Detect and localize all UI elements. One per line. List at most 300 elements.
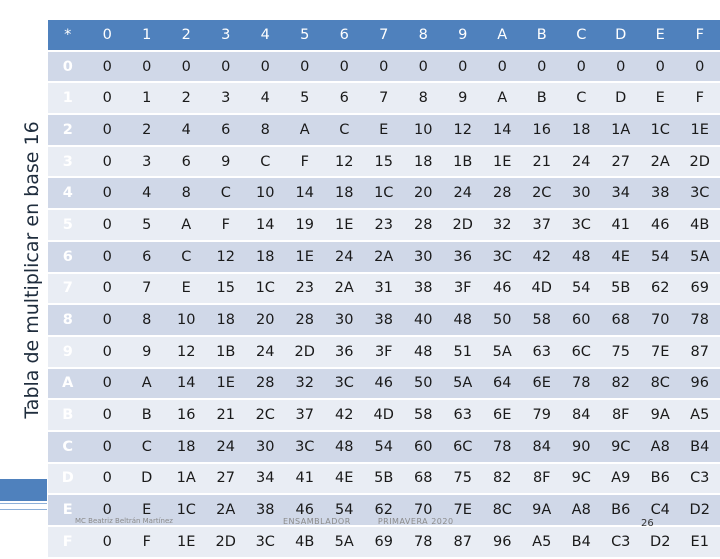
table-row [48, 464, 720, 494]
table-cell: 18 [325, 178, 365, 208]
table-cell: 1A [167, 464, 207, 494]
table-cell: 36 [325, 337, 365, 367]
table-cell: C [246, 147, 286, 177]
table-cell: 18 [206, 305, 246, 335]
table-cell: 8F [601, 400, 641, 430]
table-cell: 8C [641, 369, 681, 399]
table-cell: C3 [680, 464, 720, 494]
table-cell: 37 [522, 210, 562, 240]
table-cell: 32 [483, 210, 523, 240]
table-cell: A5 [680, 400, 720, 430]
table-cell: 2A [206, 495, 246, 525]
column-header: 6 [325, 20, 365, 50]
table-cell: 9 [127, 337, 167, 367]
table-cell: 37 [285, 400, 325, 430]
table-cell: D [127, 464, 167, 494]
table-cell: 63 [443, 400, 483, 430]
column-header: 1 [127, 20, 167, 50]
table-cell: A [483, 83, 523, 113]
table-cell: 1C [167, 495, 207, 525]
table-cell: 28 [483, 178, 523, 208]
table-cell: 62 [641, 274, 681, 304]
table-cell: 31 [364, 274, 404, 304]
table-cell: 3C [325, 369, 365, 399]
column-header: 7 [364, 20, 404, 50]
table-cell: 7 [127, 274, 167, 304]
table-cell: 28 [404, 210, 444, 240]
table-cell: 2D [206, 527, 246, 557]
table-cell: 0 [88, 115, 128, 145]
table-cell: E1 [680, 527, 720, 557]
row-header: 5 [48, 210, 88, 240]
table-cell: B4 [680, 432, 720, 462]
table-cell: 34 [246, 464, 286, 494]
table-cell: 0 [562, 52, 602, 82]
footer-author: MC Beatriz Beltrán Martínez [75, 517, 173, 525]
table-cell: 0 [404, 52, 444, 82]
table-cell: A8 [562, 495, 602, 525]
table-cell: 9C [601, 432, 641, 462]
table-cell: A [285, 115, 325, 145]
table-cell: 62 [364, 495, 404, 525]
table-cell: 18 [246, 242, 286, 272]
table-cell: 5 [127, 210, 167, 240]
table-cell: E [641, 83, 681, 113]
column-header: D [601, 20, 641, 50]
table-cell: 3 [127, 147, 167, 177]
table-cell: 0 [88, 305, 128, 335]
table-cell: 50 [404, 369, 444, 399]
table-cell: 4D [522, 274, 562, 304]
table-cell: 2D [285, 337, 325, 367]
column-header: 0 [88, 20, 128, 50]
table-cell: 78 [680, 305, 720, 335]
table-row [48, 147, 720, 177]
column-header: 9 [443, 20, 483, 50]
table-cell: 54 [641, 242, 681, 272]
table-cell: 1B [443, 147, 483, 177]
table-cell: 3C [680, 178, 720, 208]
table-cell: 58 [404, 400, 444, 430]
table-cell: 30 [404, 242, 444, 272]
table-cell: 3 [206, 83, 246, 113]
table-cell: 5 [285, 83, 325, 113]
table-cell: 2A [641, 147, 681, 177]
table-cell: 68 [601, 305, 641, 335]
table-cell: 0 [325, 52, 365, 82]
table-cell: A [167, 210, 207, 240]
table-cell: 0 [88, 210, 128, 240]
table-row [48, 83, 720, 113]
table-cell: 68 [404, 464, 444, 494]
table-cell: 38 [364, 305, 404, 335]
table-cell: A [127, 369, 167, 399]
table-cell: D2 [641, 527, 681, 557]
table-cell: 5B [601, 274, 641, 304]
table-cell: 0 [641, 52, 681, 82]
table-cell: 96 [483, 527, 523, 557]
table-cell: 7 [364, 83, 404, 113]
table-cell: 16 [167, 400, 207, 430]
table-cell: 23 [285, 274, 325, 304]
table-cell: 78 [562, 369, 602, 399]
table-cell: 10 [404, 115, 444, 145]
table-cell: 96 [680, 369, 720, 399]
table-cell: 24 [206, 432, 246, 462]
table-cell: 8C [483, 495, 523, 525]
table-cell: 14 [167, 369, 207, 399]
table-cell: 1E [206, 369, 246, 399]
table-cell: 1E [483, 147, 523, 177]
accent-lines [0, 503, 47, 510]
table-cell: 30 [246, 432, 286, 462]
table-cell: 12 [206, 242, 246, 272]
table-cell: 5A [443, 369, 483, 399]
table-cell: 24 [443, 178, 483, 208]
table-cell: 75 [601, 337, 641, 367]
table-row [48, 115, 720, 145]
table-cell: 84 [562, 400, 602, 430]
table-cell: 69 [680, 274, 720, 304]
table-cell: 38 [246, 495, 286, 525]
column-header: C [562, 20, 602, 50]
table-cell: 1C [641, 115, 681, 145]
table-cell: B4 [562, 527, 602, 557]
table-cell: 60 [404, 432, 444, 462]
table-cell: 20 [404, 178, 444, 208]
table-cell: B [522, 83, 562, 113]
table-cell: F [206, 210, 246, 240]
table-cell: 0 [88, 369, 128, 399]
table-cell: 0 [680, 52, 720, 82]
table-cell: D2 [680, 495, 720, 525]
row-header: A [48, 369, 88, 399]
table-cell: 63 [522, 337, 562, 367]
table-cell: 8 [404, 83, 444, 113]
table-cell: 12 [325, 147, 365, 177]
table-cell: 5B [364, 464, 404, 494]
table-cell: 6E [483, 400, 523, 430]
table-cell: 5A [325, 527, 365, 557]
table-cell: 9 [206, 147, 246, 177]
table-cell: 42 [522, 242, 562, 272]
table-cell: 2D [443, 210, 483, 240]
table-cell: 58 [522, 305, 562, 335]
table-cell: 41 [285, 464, 325, 494]
table-cell: 51 [443, 337, 483, 367]
row-header: 6 [48, 242, 88, 272]
table-cell: 3C [246, 527, 286, 557]
table-cell: 79 [522, 400, 562, 430]
table-cell: D [601, 83, 641, 113]
column-header: 4 [246, 20, 286, 50]
table-cell: 0 [88, 527, 128, 557]
table-cell: 4E [325, 464, 365, 494]
table-cell: 6 [127, 242, 167, 272]
table-cell: 14 [483, 115, 523, 145]
table-cell: 0 [246, 52, 286, 82]
table-cell: 18 [562, 115, 602, 145]
table-row [48, 400, 720, 430]
table-cell: B6 [641, 464, 681, 494]
table-cell: 7E [443, 495, 483, 525]
table-cell: 0 [483, 52, 523, 82]
row-header: E [48, 495, 88, 525]
table-cell: 54 [325, 495, 365, 525]
table-cell: B6 [601, 495, 641, 525]
table-header-row [48, 20, 720, 50]
table-cell: E [127, 495, 167, 525]
table-cell: 90 [562, 432, 602, 462]
table-cell: 70 [641, 305, 681, 335]
table-cell: 6 [167, 147, 207, 177]
table-cell: 3C [562, 210, 602, 240]
column-header: 5 [285, 20, 325, 50]
table-cell: 70 [404, 495, 444, 525]
table-cell: 6 [206, 115, 246, 145]
table-cell: 9 [443, 83, 483, 113]
table-cell: 1B [206, 337, 246, 367]
accent-bar [0, 479, 47, 501]
table-cell: 3F [364, 337, 404, 367]
table-cell: 2A [325, 274, 365, 304]
table-cell: 6 [325, 83, 365, 113]
table-cell: 82 [483, 464, 523, 494]
table-cell: 3C [285, 432, 325, 462]
table-cell: 2 [167, 83, 207, 113]
footer-course [283, 517, 478, 526]
table-cell: 16 [522, 115, 562, 145]
table-cell: A8 [641, 432, 681, 462]
table-cell: 21 [522, 147, 562, 177]
table-cell: 1E [285, 242, 325, 272]
table-cell: 20 [246, 305, 286, 335]
table-cell: 0 [88, 337, 128, 367]
table-cell: 78 [483, 432, 523, 462]
table-cell: 6C [443, 432, 483, 462]
table-cell: 6E [522, 369, 562, 399]
table-cell: 48 [443, 305, 483, 335]
row-header: C [48, 432, 88, 462]
footer-course-name: ENSAMBLADOR [283, 517, 351, 526]
column-header: 2 [167, 20, 207, 50]
row-header: 3 [48, 147, 88, 177]
table-cell: C [127, 432, 167, 462]
row-header: D [48, 464, 88, 494]
table-cell: 0 [206, 52, 246, 82]
table-cell: 87 [443, 527, 483, 557]
table-cell: 23 [364, 210, 404, 240]
table-cell: 2C [246, 400, 286, 430]
table-row [48, 242, 720, 272]
table-row [48, 52, 720, 82]
table-cell: 3F [443, 274, 483, 304]
column-header: A [483, 20, 523, 50]
table-cell: 8 [167, 178, 207, 208]
table-cell: 9A [522, 495, 562, 525]
table-cell: F [285, 147, 325, 177]
slide-title: Tabla de multiplicar en base 16 [21, 121, 43, 419]
table-row [48, 210, 720, 240]
table-cell: 14 [285, 178, 325, 208]
column-header: 3 [206, 20, 246, 50]
row-header: 8 [48, 305, 88, 335]
table-cell: 2C [522, 178, 562, 208]
table-cell: 42 [325, 400, 365, 430]
table-cell: 4 [167, 115, 207, 145]
table-cell: F [680, 83, 720, 113]
table-cell: 46 [641, 210, 681, 240]
table-cell: 27 [601, 147, 641, 177]
table-cell: E [364, 115, 404, 145]
table-cell: 14 [246, 210, 286, 240]
table-cell: 4B [680, 210, 720, 240]
table-cell: 87 [680, 337, 720, 367]
table-cell: 0 [88, 242, 128, 272]
table-cell: 27 [206, 464, 246, 494]
table-cell: 9A [641, 400, 681, 430]
column-header: B [522, 20, 562, 50]
table-cell: 12 [443, 115, 483, 145]
table-cell: 10 [246, 178, 286, 208]
table-cell: 9C [562, 464, 602, 494]
table-cell: C [167, 242, 207, 272]
table-cell: 30 [562, 178, 602, 208]
table-cell: 3C [483, 242, 523, 272]
table-cell: 8 [246, 115, 286, 145]
table-cell: 1 [127, 83, 167, 113]
table-cell: 4 [246, 83, 286, 113]
table-cell: 0 [88, 83, 128, 113]
column-header: 8 [404, 20, 444, 50]
table-cell: C4 [641, 495, 681, 525]
table-cell: C3 [601, 527, 641, 557]
table-cell: 82 [601, 369, 641, 399]
table-cell: A5 [522, 527, 562, 557]
table-cell: 48 [404, 337, 444, 367]
row-header: 0 [48, 52, 88, 82]
table-cell: 64 [483, 369, 523, 399]
table-cell: 2 [127, 115, 167, 145]
table-row [48, 178, 720, 208]
row-header: 1 [48, 83, 88, 113]
table-cell: C [325, 115, 365, 145]
table-cell: 38 [641, 178, 681, 208]
table-cell: 36 [443, 242, 483, 272]
row-header: F [48, 527, 88, 557]
row-header: 2 [48, 115, 88, 145]
table-cell: 0 [88, 147, 128, 177]
column-header: E [641, 20, 681, 50]
table-cell: 6C [562, 337, 602, 367]
table-row [48, 305, 720, 335]
column-header: * [48, 20, 88, 50]
table-cell: 54 [562, 274, 602, 304]
table-cell: 40 [404, 305, 444, 335]
table-cell: C [562, 83, 602, 113]
footer-term: PRIMAVERA 2020 [377, 517, 454, 526]
table-cell: 46 [364, 369, 404, 399]
table-cell: 1C [246, 274, 286, 304]
table-cell: A9 [601, 464, 641, 494]
table-cell: 60 [562, 305, 602, 335]
table-cell: 28 [246, 369, 286, 399]
table-row [48, 527, 720, 557]
table-cell: 8 [127, 305, 167, 335]
table-cell: 4B [285, 527, 325, 557]
table-cell: 0 [443, 52, 483, 82]
table-cell: 2A [364, 242, 404, 272]
table-cell: 0 [88, 400, 128, 430]
table-cell: 15 [364, 147, 404, 177]
table-cell: 24 [562, 147, 602, 177]
table-cell: 1E [325, 210, 365, 240]
table-cell: 84 [522, 432, 562, 462]
table-cell: 2D [680, 147, 720, 177]
table-cell: 4D [364, 400, 404, 430]
table-row [48, 432, 720, 462]
row-header: 7 [48, 274, 88, 304]
table-cell: 5A [680, 242, 720, 272]
table-cell: 48 [325, 432, 365, 462]
table-cell: 34 [601, 178, 641, 208]
table-cell: 4 [127, 178, 167, 208]
table-cell: 69 [364, 527, 404, 557]
table-row [48, 274, 720, 304]
table-cell: 5A [483, 337, 523, 367]
table-cell: 24 [246, 337, 286, 367]
table-cell: 46 [483, 274, 523, 304]
table-cell: 0 [601, 52, 641, 82]
column-header: F [680, 20, 720, 50]
table-cell: 54 [364, 432, 404, 462]
table-cell: E [167, 274, 207, 304]
table-cell: 0 [88, 464, 128, 494]
table-cell: 0 [522, 52, 562, 82]
table-cell: 0 [167, 52, 207, 82]
table-row [48, 369, 720, 399]
table-cell: 24 [325, 242, 365, 272]
table-cell: 30 [325, 305, 365, 335]
table-cell: 50 [483, 305, 523, 335]
table-cell: 46 [285, 495, 325, 525]
table-cell: 78 [404, 527, 444, 557]
table-cell: 75 [443, 464, 483, 494]
table-cell: 15 [206, 274, 246, 304]
table-cell: 19 [285, 210, 325, 240]
multiplication-table [48, 18, 720, 559]
table-cell: 4E [601, 242, 641, 272]
row-header: B [48, 400, 88, 430]
table-cell: F [127, 527, 167, 557]
table-cell: 0 [88, 178, 128, 208]
table-cell: 0 [88, 432, 128, 462]
table-cell: 0 [88, 495, 128, 525]
row-header: 4 [48, 178, 88, 208]
table-cell: 1E [167, 527, 207, 557]
table-cell: 0 [88, 52, 128, 82]
table-cell: 0 [364, 52, 404, 82]
table-cell: 8F [522, 464, 562, 494]
page-number: 26 [641, 518, 654, 529]
table-cell: 1A [601, 115, 641, 145]
table-cell: 10 [167, 305, 207, 335]
table-cell: 7E [641, 337, 681, 367]
table-cell: 18 [404, 147, 444, 177]
table-cell: 41 [601, 210, 641, 240]
table-cell: 0 [88, 274, 128, 304]
table-cell: 32 [285, 369, 325, 399]
